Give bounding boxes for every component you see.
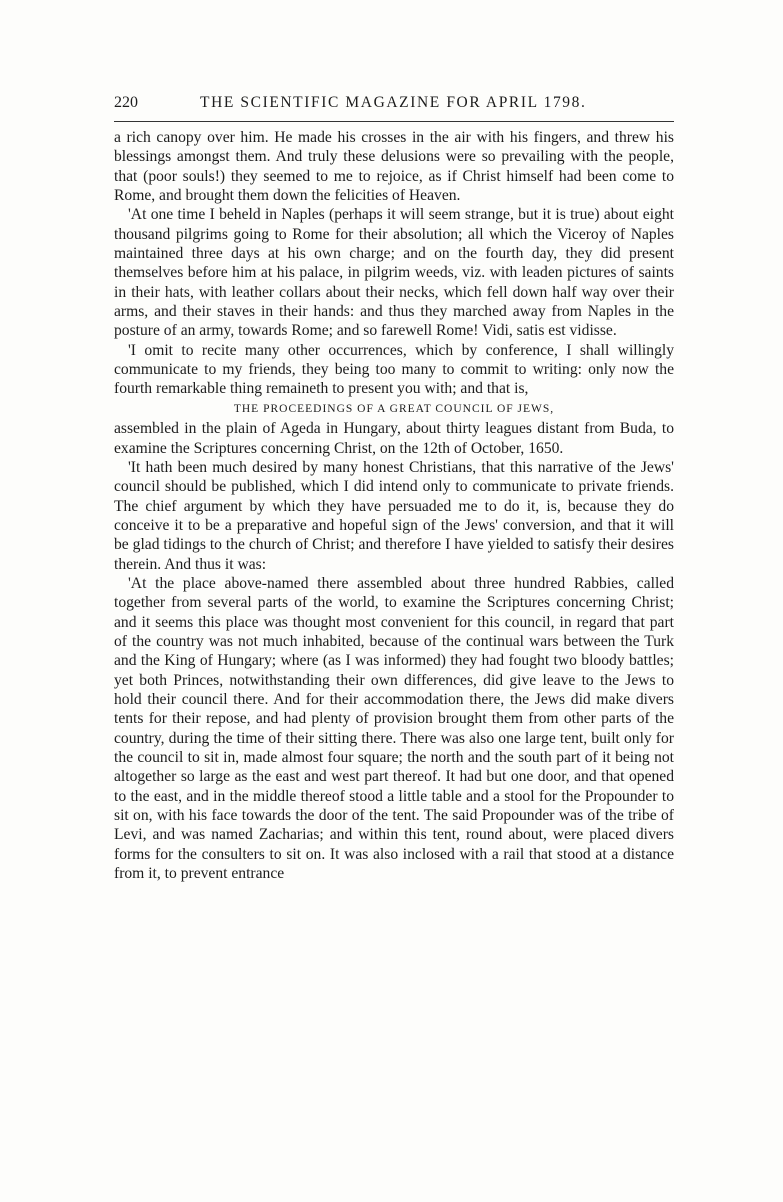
paragraph: 'At one time I beheld in Naples (perhaps it will seem strange, but it is true) about eight thousand pilgrims going to Rome for their absolution; all which the Viceroy of Naples maintained three days at his own charge; and on the fourth day, they did present themselves before him at his palace, in pilgrim weeds, viz. with leaden pictures of saints in their hats, with leather collars about their necks, which fell down half way over their arms, and their staves in their hands: and thus they marched away from Naples in the posture of an army, towards Rome; and so farewell Rome! Vidi, satis est vidisse. (114, 206, 674, 340)
paragraph: 'It hath been much desired by many honest Christians, that this narrative of the Jews' council should be published, which I did intend only to communicate to private friends. The chief argument by which they have persuaded me to do it, is, because they do conceive it to be a preparative and hopeful sign of the Jews' conversion, and that it will be glad tidings to the church of Christ; and therefore I have yielded to satisfy their desires therein. And thus it was: (114, 458, 674, 573)
running-header (114, 94, 674, 112)
paragraph: 'At the place above-named there assembled about three hundred Rabbies, called together from several parts of the world, to examine the Scriptures concerning Christ; and it seems this place was thought most convenient for this council, in regard that part of the country was not much inhabited, because of the continual wars between the Turk and the King of Hungary; where (as I was informed) they had fought two bloody battles; yet both Princes, notwithstanding their own differences, did give leave to the Jews to hold their council there. And for their accommodation there, the Jews did make divers tents for their repose, and had plenty of provision brought them from other parts of the country, during the time of their sitting there. There was also one large tent, built only for the council to sit in, made almost four square; the north and the south part of it being not altogether so large as the east and west part thereof. It had but one door, and that opened to the east, and in the middle thereof stood a little table and a stool for the Propounder to sit on, with his face towards the door of the tent. The said Propounder was of the tribe of Levi, and was named Zacharias; and within this tent, round about, were placed divers forms for the consulters to sit on. It was also inclosed with a rail that stood at a distance from it, to prevent entrance (114, 574, 674, 883)
header-rule (114, 121, 674, 122)
paragraph: assembled in the plain of Ageda in Hungary, about thirty leagues distant from Buda, to examine the Scriptures concerning Christ, on the 12th of October, 1650. (114, 420, 674, 457)
paragraph: 'I omit to recite many other occurrences, which by conference, I shall willingly communicate to my friends, they being too many to commit to writing: only now the fourth remarkable thing remaineth to present you with; and that is, (114, 341, 674, 398)
page-number: 220 (114, 94, 138, 111)
body-text (114, 128, 674, 883)
paragraph: a rich canopy over him. He made his crosses in the air with his fingers, and threw his blessings amongst them. And truly these delusions were so prevailing with the people, that (poor souls!) they seemed to me to rejoice, as if Christ himself had been come to Rome, and brought them down the felicities of Heaven. (114, 129, 674, 205)
running-title: THE SCIENTIFIC MAGAZINE FOR APRIL 1798. (200, 94, 587, 111)
section-heading: THE PROCEEDINGS OF A GREAT COUNCIL OF JEWS, (233, 402, 555, 415)
